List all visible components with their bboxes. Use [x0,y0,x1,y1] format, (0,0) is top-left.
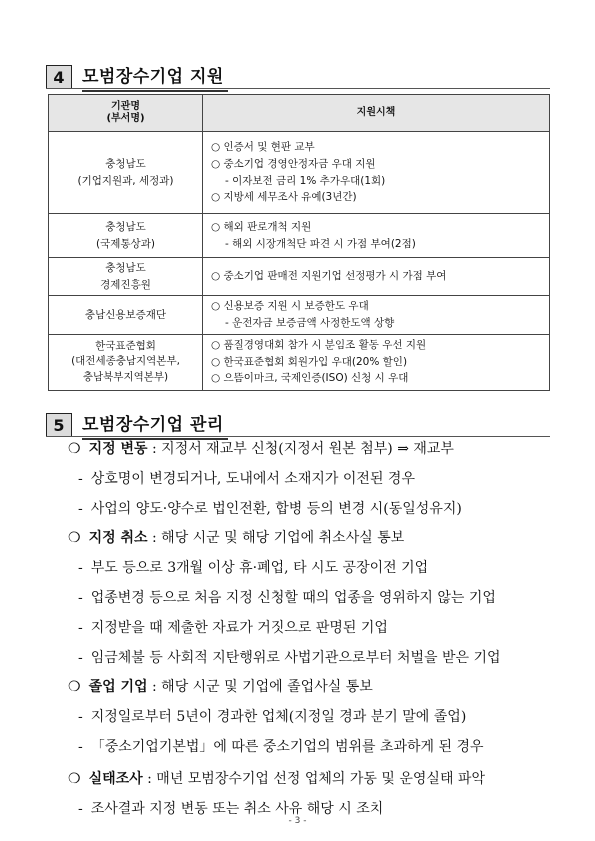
item-label: 졸업 기업 [88,679,148,695]
section-number: 5 [46,413,72,437]
section-number: 4 [46,65,72,89]
bullet: - [78,709,83,725]
policy-line: ○ 중소기업 판매전 지원기업 선정평가 시 가점 부여 [211,270,447,283]
bullet: ❍ [68,441,81,457]
bullet: - [78,471,83,487]
item-text: : 해당 시군 및 해당 기업에 취소사실 통보 [147,530,405,546]
item-label: 실태조사 [88,771,143,787]
org-cell: 한국표준협회 (대전세종충남지역본부, 충남북부지역본부) [49,334,203,390]
policy-cell [203,258,550,296]
table-row [49,132,550,214]
table-header-row [49,95,550,132]
table-row [49,214,550,258]
bullet: - [78,501,83,517]
item-text: 부도 등으로 3개월 이상 휴·폐업, 타 시도 공장이전 기업 [90,560,429,576]
management-subitem [78,706,466,726]
org-cell: 충남신용보증재단 [49,296,203,335]
item-label: 지정 변동 [88,441,148,457]
bullet: - [78,620,83,636]
management-item [68,527,404,547]
item-text: 사업의 양도·양수로 법인전환, 합병 등의 변경 시(동일성유지) [90,501,462,517]
policy-line: ○ 지방세 세무조사 유예(3년간) [211,191,357,204]
policy-line: ○ 인증서 및 현판 교부 [211,140,315,153]
table-row [49,296,550,335]
management-subitem [78,498,462,518]
policy-subline: - 운전자금 보증금액 사정한도액 상향 [225,316,395,329]
item-text: : 지정서 재교부 신청(지정서 원본 첨부) ⇒ 재교부 [147,441,454,457]
org-cell: 충청남도 (기업지원과, 세정과) [49,132,203,214]
management-subitem [78,798,383,818]
policy-subline: - 이자보전 금리 1% 추가우대(1회) [225,174,386,187]
item-text: 「중소기업기본법」에 따른 중소기업의 범위를 초과하게 된 경우 [90,739,484,755]
management-subitem [78,617,388,637]
section-title: 모범장수기업 관리 [82,410,228,440]
policy-subline: - 해외 시장개척단 파견 시 가점 부여(2점) [225,237,416,250]
bullet: ❍ [68,530,81,546]
policy-line: ○ 신용보증 지원 시 보증한도 우대 [211,300,369,312]
table-row [49,334,550,390]
management-item [68,768,485,788]
bullet: - [78,560,83,576]
section-title: 모범장수기업 지원 [82,62,228,92]
bullet: - [78,590,83,606]
policy-line: ○ 한국표준협회 회원가입 우대(20% 할인) [211,355,408,368]
item-text: 지정받을 때 제출한 자료가 거짓으로 판명된 기업 [90,620,388,636]
item-text: : 해당 시군 및 기업에 졸업사실 통보 [147,679,373,695]
policy-cell [203,132,550,214]
management-subitem [78,557,428,577]
management-subitem [78,647,501,667]
table-row [49,258,550,296]
header-policy: 지원시책 [203,95,550,132]
divider [46,436,550,437]
policy-cell [203,214,550,258]
support-table [48,94,550,391]
management-subitem [78,587,496,607]
item-text: 임금체불 등 사회적 지탄행위로 사법기관으로부터 처벌을 받은 기업 [90,650,501,666]
org-cell: 충청남도 (국제통상과) [49,214,203,258]
org-cell: 충청남도 경제진흥원 [49,258,203,296]
item-text: 업종변경 등으로 처음 지정 신청할 때의 업종을 영위하지 않는 기업 [90,590,496,606]
item-text: 상호명이 변경되거나, 도내에서 소재지가 이전된 경우 [90,471,415,487]
policy-cell [203,334,550,390]
management-subitem [78,468,415,488]
bullet: - [78,650,83,666]
bullet: ❍ [68,679,81,695]
bullet: - [78,801,83,817]
policy-line: ○ 중소기업 경영안정자금 우대 지원 [211,157,376,170]
page-number: - 3 - [288,816,307,826]
policy-line: ○ 으뜸이마크, 국제인증(ISO) 신청 시 우대 [211,372,409,385]
bullet: - [78,739,83,755]
bullet: ❍ [68,771,81,787]
item-text: 조사결과 지정 변동 또는 취소 사유 해당 시 조치 [90,801,384,817]
policy-cell [203,296,550,335]
management-item [68,438,454,458]
item-label: 지정 취소 [88,530,148,546]
item-text: : 매년 모범장수기업 선정 업체의 가동 및 운영실태 파악 [142,771,485,787]
policy-line: ○ 품질경영대회 참가 시 분임조 활동 우선 지원 [211,338,427,351]
management-item [68,676,373,696]
header-org: 기관명 (부서명) [49,95,203,132]
item-text: 지정일로부터 5년이 경과한 업체(지정일 경과 분기 말에 졸업) [90,709,467,725]
divider [46,88,550,89]
management-subitem [78,736,484,756]
policy-line: ○ 해외 판로개척 지원 [211,220,312,233]
